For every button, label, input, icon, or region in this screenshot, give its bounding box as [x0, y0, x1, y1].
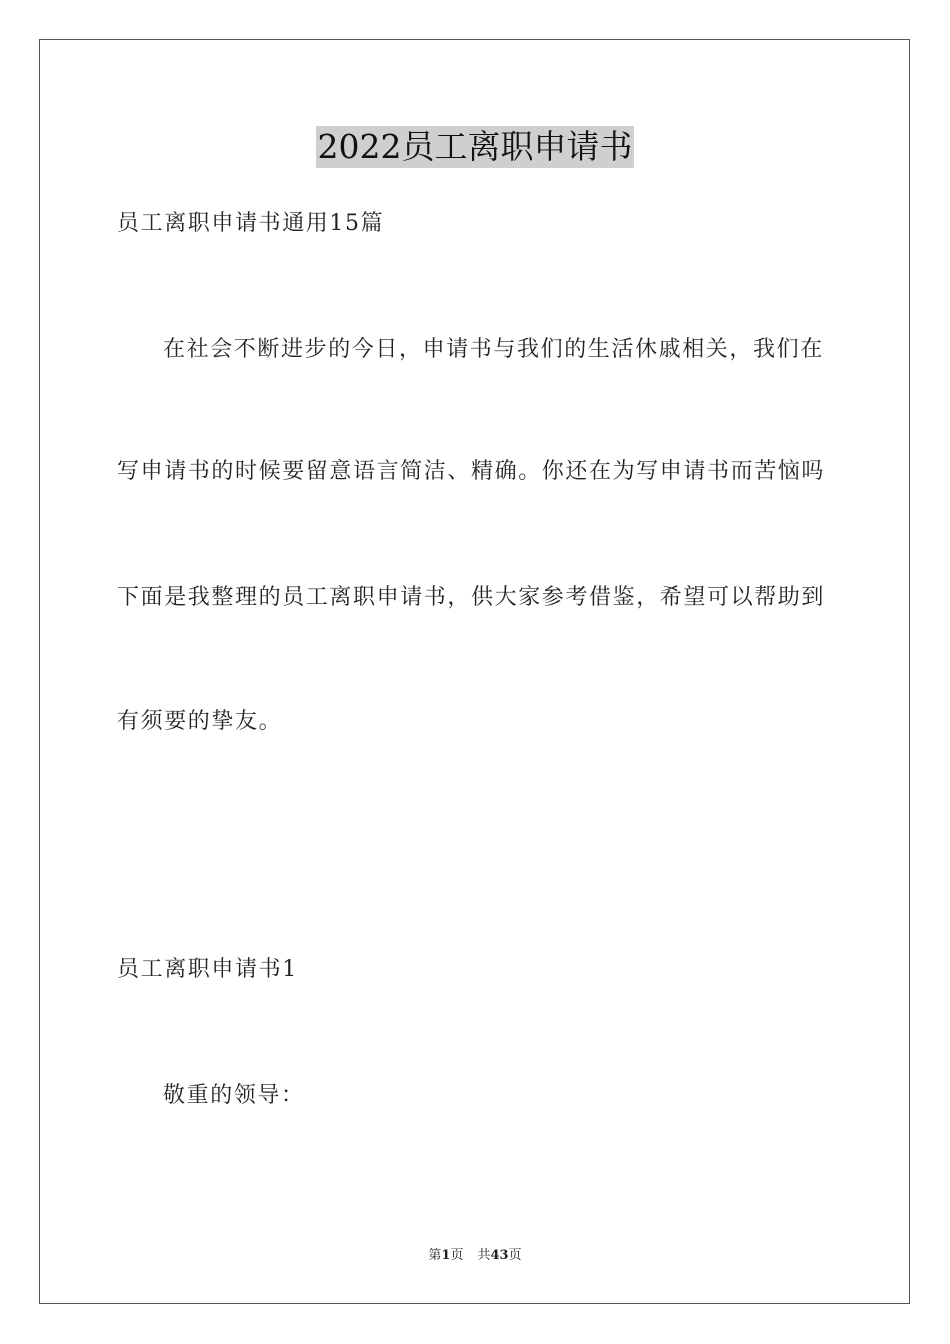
intro-line-3: 下面是我整理的员工离职申请书，供大家参考借鉴，希望可以帮助到: [117, 585, 826, 610]
document-title: 2022员工离职申请书: [317, 127, 633, 166]
footer-page-number: 1: [441, 1248, 451, 1263]
intro-line-2: 写申请书的时候要留意语言简洁、精确。你还在为写申请书而苦恼吗: [117, 459, 826, 484]
footer-page-prefix: 第: [428, 1248, 442, 1263]
footer-total-suffix: 页: [508, 1248, 522, 1263]
footer-page-suffix: 页: [450, 1248, 464, 1263]
intro-line-1: 在社会不断进步的今日，申请书与我们的生活休戚相关，我们在: [163, 337, 824, 362]
document-subtitle: 员工离职申请书通用15篇: [117, 211, 385, 236]
footer-total-prefix: 共: [477, 1248, 491, 1263]
section-heading: 员工离职申请书1: [117, 957, 298, 982]
salutation: 敬重的领导：: [163, 1083, 305, 1108]
title-container: [0, 126, 950, 168]
footer-total-pages: 43: [490, 1248, 509, 1263]
page-footer: [0, 1247, 950, 1265]
intro-line-4: 有须要的挚友。: [117, 709, 283, 734]
